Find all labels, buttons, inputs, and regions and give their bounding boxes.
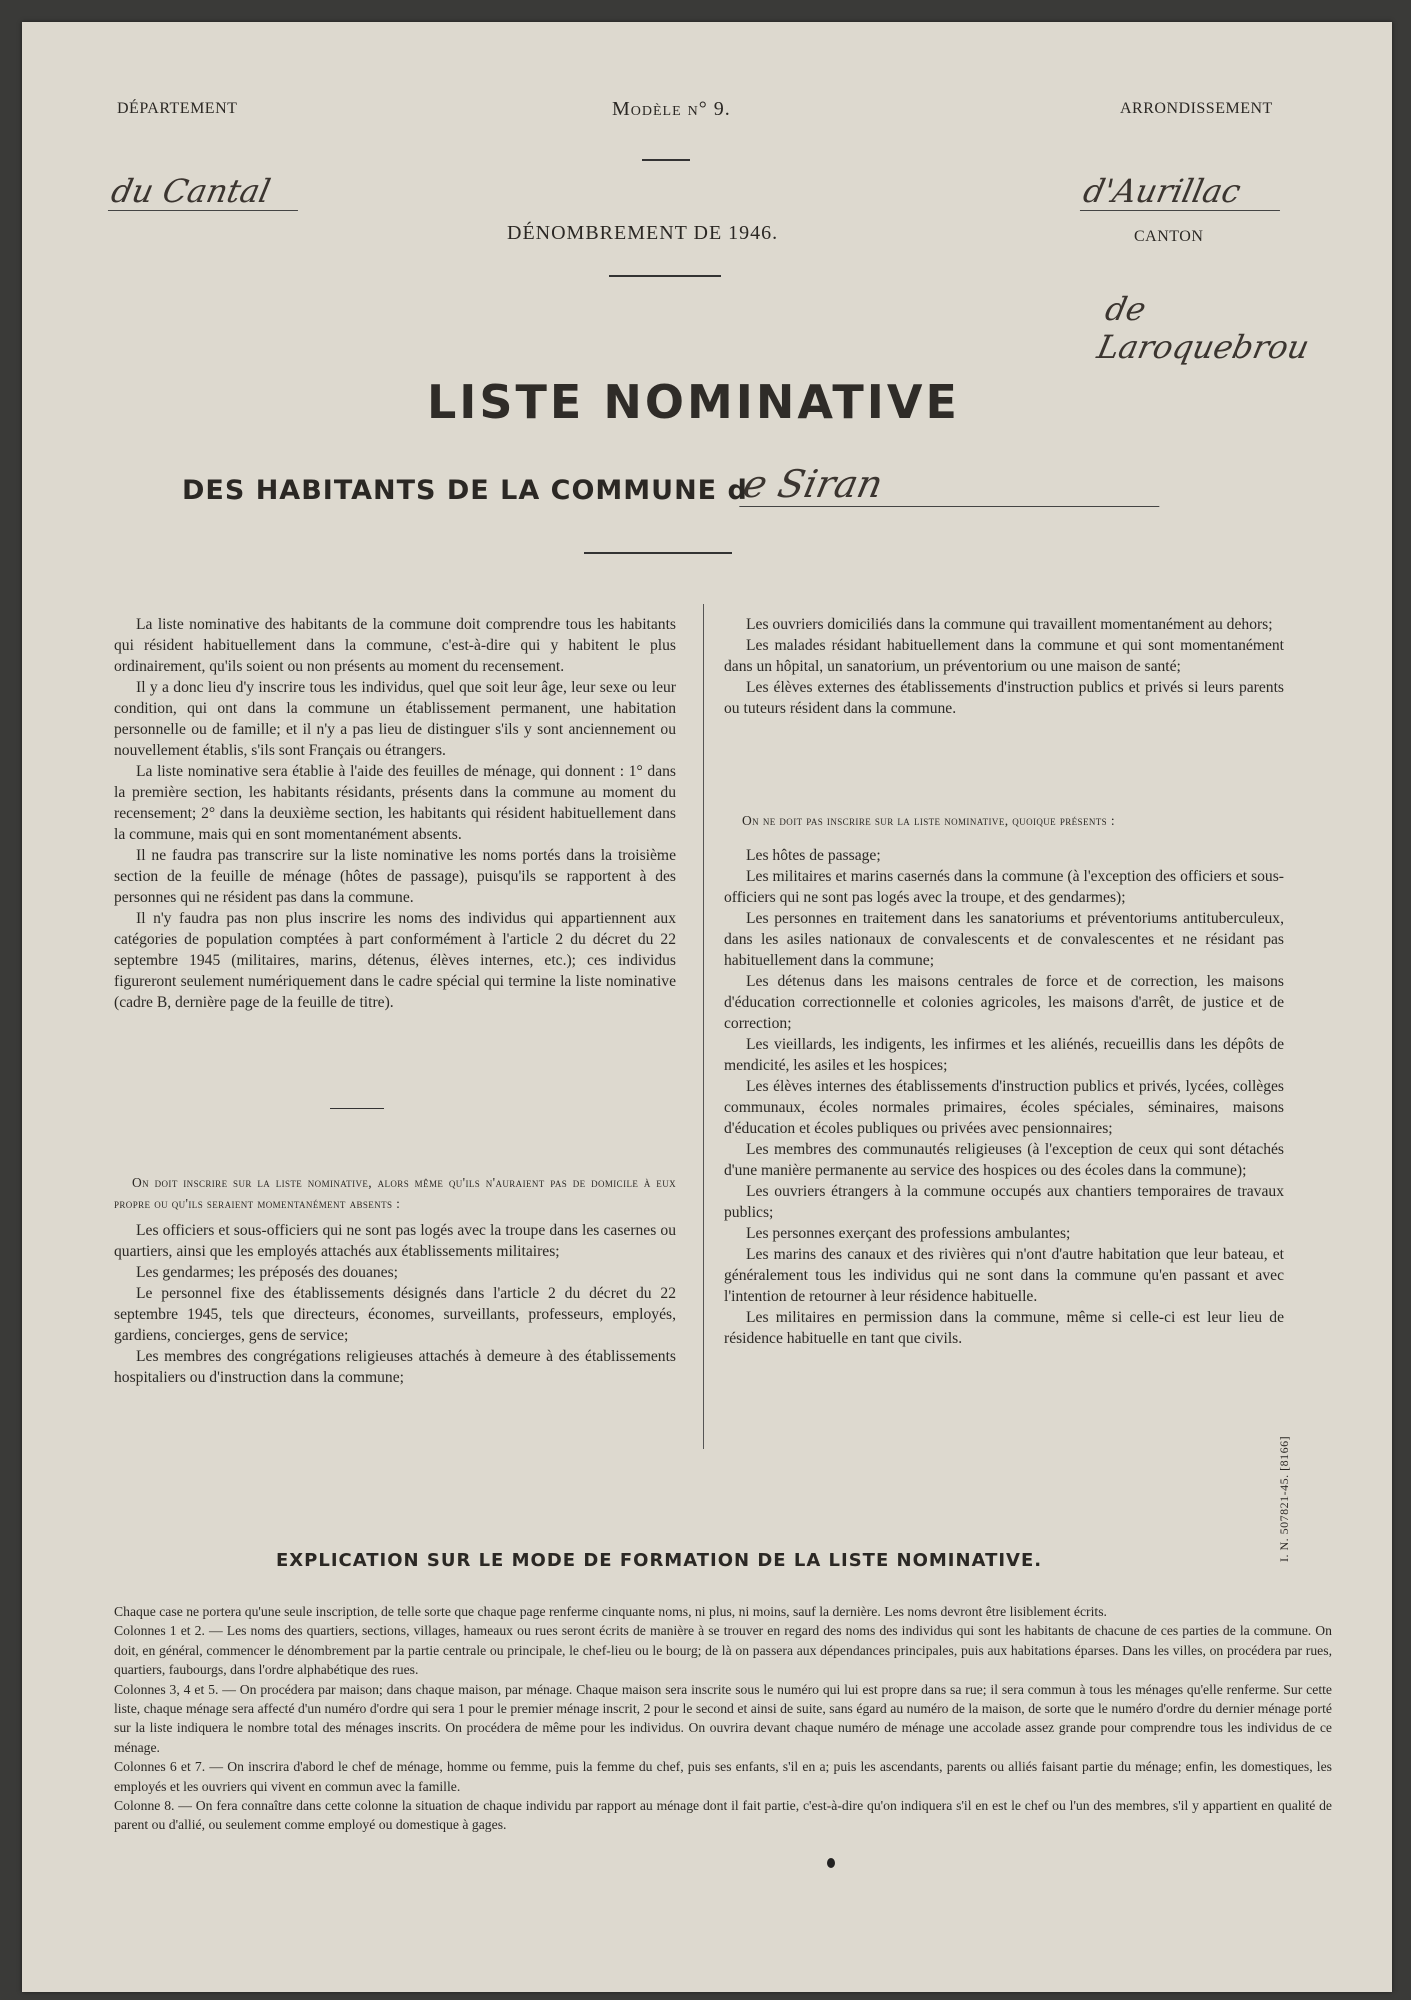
left-paragraph: Les membres des congrégations religieuses attachés à demeure à des établissements hospitaliers ou d'instruction dans la commune; <box>114 1348 676 1386</box>
left-paragraph: La liste nominative sera établie à l'aide des feuilles de ménage, qui donnent : 1° dans la première section, les habitants résidants, présents dans la commune au moment du recensement; 2° dans la deuxième section, les habitants qui résident habituellement dans la commune, mais qui en sont momentanément absents. <box>114 763 676 843</box>
explication-text <box>114 1602 1332 1835</box>
ink-spot <box>827 1858 835 1868</box>
right-paragraph: Les ouvriers étrangers à la commune occupés aux chantiers temporaires de travaux publics; <box>724 1183 1284 1221</box>
left-paragraph: Il ne faudra pas transcrire sur la liste nominative les noms portés dans la troisième section de la feuille de ménage (hôtes de passage), puisqu'ils se rapportent à des personnes qui ne résident pas dans la commune. <box>114 847 676 906</box>
canton-value: de Laroquebrou <box>1093 290 1313 366</box>
departement-label: DÉPARTEMENT <box>117 100 238 117</box>
right-paragraph: Les militaires en permission dans la commune, même si celle-ci est leur lieu de résidence habituelle en tant que civils. <box>724 1309 1284 1347</box>
explication-title: EXPLICATION SUR LE MODE DE FORMATION DE LA LISTE NOMINATIVE. <box>276 1550 1043 1571</box>
right-paragraph: Les militaires et marins casernés dans la commune (à l'exception des officiers et sous-officiers qui ne sont pas logés avec la troupe, et des gendarmes); <box>724 868 1284 906</box>
explication-paragraph: Colonnes 3, 4 et 5. — On procédera par maison; dans chaque maison, par ménage. Chaque maison sera inscrite sous le numéro qui lui est propre dans sa rue; il sera commun à tous les ménages qu'elle renferme. Sur cette liste, chaque ménage sera affecté d'un numéro d'ordre qui sera 1 pour le premier ménage inscrit, 2 pour le second et ainsi de suite, sans égard au numéro de la maison, de sorte que le numéro d'ordre du dernier ménage porté sur la liste indiquera le nombre total des ménages inscrits. On procédera de même pour les individus. On ouvrira devant chaque numéro de ménage une accolade assez grande pour comprendre tous les individus de ce ménage. <box>114 1681 1332 1755</box>
explication-paragraph: Colonnes 1 et 2. — Les noms des quartiers, sections, villages, hameaux ou rues seront écrits de manière à se trouver en regard des noms des individus qui sont les habitants de chacune de ces parties de la commune. On doit, en général, commencer le dénombrement par la partie centrale ou principale, le chef-lieu ou le bourg; de là on passera aux dépendances principales, puis aux habitations éparses. Dans les villes, on procédera par rues, quartiers, faubourgs, dans l'ordre alphabétique des rues. <box>114 1623 1332 1678</box>
left-column <box>114 614 676 1013</box>
right-paragraph: Les membres des communautés religieuses (à l'exception de ceux qui sont détachés d'une manière permanente au service des hospices ou des écoles dans la commune); <box>724 1141 1284 1179</box>
left-paragraph: Il n'y faudra pas non plus inscrire les noms des individus qui appartiennent aux catégories de population comptées à part conformément à l'article 2 du décret du 22 septembre 1945 (militaires, marins, détenus, élèves internes, etc.); ces individus figureront seulement numériquement dans le cadre spécial qui termine la liste nominative (cadre B, dernière page de la feuille de titre). <box>114 910 676 1011</box>
arrondissement-label: ARRONDISSEMENT <box>1120 100 1273 117</box>
left-column-part-2 <box>114 1172 676 1388</box>
right-column <box>724 614 1284 719</box>
left-paragraph: Les officiers et sous-officiers qui ne sont pas logés avec la troupe dans les casernes ou quartiers, ainsi que les employés attachés aux établissements militaires; <box>114 1222 676 1260</box>
title-rule <box>584 552 732 554</box>
left-paragraph: La liste nominative des habitants de la commune doit comprendre tous les habitants qui résident habituellement dans la commune, c'est-à-dire qui y habitent le plus ordinairement, qu'ils soient ou non présents au moment du recensement. <box>114 616 676 675</box>
right-column-part-2 <box>724 810 1284 1349</box>
right-paragraph: Les marins des canaux et des rivières qui n'ont d'autre habitation que leur bateau, et généralement tous les individus qui ne sont dans la commune qu'en passant et avec l'intention de retourner à leur résidence habituelle. <box>724 1246 1284 1305</box>
right-paragraph: Les personnes exerçant des professions ambulantes; <box>746 1225 1071 1242</box>
right-paragraph: Les détenus dans les maisons centrales de force et de correction, les maisons d'éducation correctionnelle et colonies agricoles, les maisons d'arrêt, de justice et de correction; <box>724 973 1284 1032</box>
page-title: LISTE NOMINATIVE <box>427 375 960 429</box>
column-divider <box>703 604 704 1449</box>
left-paragraph: Il y a donc lieu d'y inscrire tous les individus, quel que soit leur âge, leur sexe ou leur condition, qui ont dans la commune un établissement permanent, une habitation personnelle ou de famille; et il n'y a pas lieu de distinguer s'ils y sont anciennement ou nouvellement établis, s'ils sont Français ou étrangers. <box>114 679 676 759</box>
right-paragraph: Les vieillards, les indigents, les infirmes et les aliénés, recueillis dans les dépôts de mendicité, les asiles et les hospices; <box>724 1036 1284 1074</box>
printer-code: I. N. 507821-45. [8166] <box>1277 1435 1291 1562</box>
right-heading: On ne doit pas inscrire sur la liste nominative, quoique présents : <box>742 813 1115 828</box>
arrondissement-value: d'Aurillac <box>1080 172 1288 211</box>
right-paragraph: Les malades résidant habituellement dans la commune et qui sont momentanément dans un hôpital, un sanatorium, un préventorium ou une maison de santé; <box>724 637 1284 675</box>
modele-number: Modèle n° 9. <box>612 98 731 120</box>
commune-value: e Siran <box>739 462 1169 507</box>
header-rule-2 <box>609 275 721 277</box>
departement-value: du Cantal <box>108 172 306 211</box>
right-paragraph: Les personnes en traitement dans les sanatoriums et préventoriums antituberculeux, dans les asiles nationaux de convalescents et de convalescentes et ne résidant pas habituellement dans la commune; <box>724 910 1284 969</box>
right-paragraph: Les élèves externes des établissements d'instruction publics et privés si leurs parents ou tuteurs résident dans la commune. <box>724 679 1284 717</box>
header-rule-1 <box>642 159 690 161</box>
right-paragraph: Les ouvriers domiciliés dans la commune qui travaillent momentanément au dehors; <box>746 616 1273 633</box>
left-paragraph: Le personnel fixe des établissements désignés dans l'article 2 du décret du 22 septembre 1945, tels que directeurs, économes, surveillants, professeurs, employés, gardiens, concierges, gens de service; <box>114 1285 676 1344</box>
explication-paragraph: Colonnes 6 et 7. — On inscrira d'abord le chef de ménage, homme ou femme, puis la femme du chef, puis ses enfants, s'il en a; puis les ascendants, parents ou alliés faisant partie du ménage; enfin, les domestiques, les employés et les ouvriers qui vivent en commun avec la famille. <box>114 1759 1332 1794</box>
denombrement-title: DÉNOMBREMENT DE 1946. <box>507 222 779 244</box>
right-paragraph: Les hôtes de passage; <box>746 847 881 864</box>
left-column-rule <box>330 1108 384 1109</box>
left-heading: On doit inscrire sur la liste nominative, alors même qu'ils n'auraient pas de domicile à eux propre ou qu'ils seraient momentanément absents : <box>114 1175 676 1211</box>
left-paragraph: Les gendarmes; les préposés des douanes; <box>136 1264 398 1281</box>
explication-paragraph: Colonne 8. — On fera connaître dans cette colonne la situation de chaque individu par rapport au ménage dont il fait partie, c'est-à-dire qu'on indiquera s'il en est le chef ou l'un des membres, s'il y appartient en qualité de parent ou d'allié, ou seulement comme employé ou domestique à gages. <box>114 1798 1332 1833</box>
canton-label: CANTON <box>1134 228 1204 245</box>
right-paragraph: Les élèves internes des établissements d'instruction publics et privés, lycées, collèges communaux, écoles normales primaires, écoles spéciales, séminaires, maisons d'éducation et écoles publiques ou privées avec pensionnaires; <box>724 1078 1284 1137</box>
explication-paragraph: Chaque case ne portera qu'une seule inscription, de telle sorte que chaque page renferme cinquante noms, ni plus, ni moins, sauf la dernière. Les noms devront être lisiblement écrits. <box>114 1604 1107 1619</box>
census-sheet <box>22 22 1392 1992</box>
commune-label: DES HABITANTS DE LA COMMUNE d <box>182 475 748 506</box>
